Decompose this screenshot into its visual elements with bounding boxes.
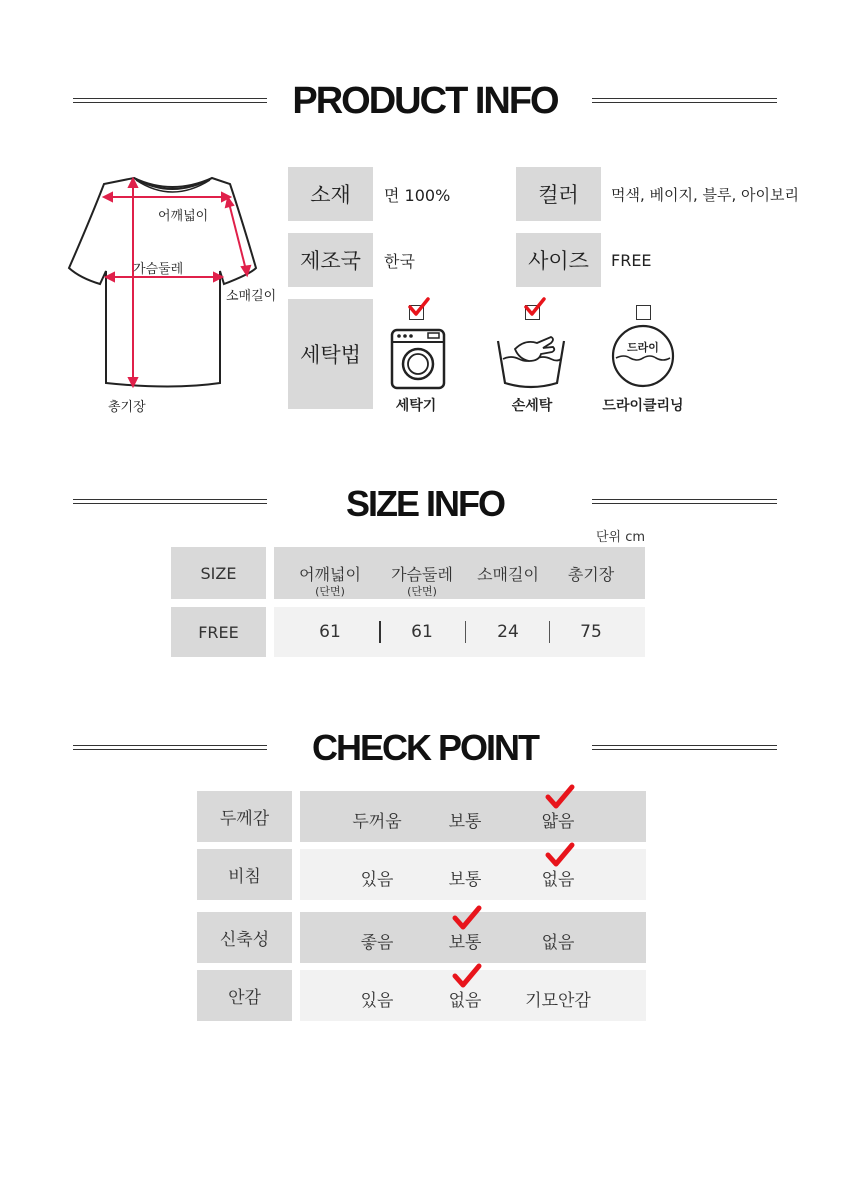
size-value-length: 75: [580, 622, 602, 642]
check-mark-icon: [544, 841, 576, 869]
hand-wash-icon: [495, 333, 567, 391]
dry-clean-icon: [610, 323, 676, 389]
label-color: 컬러: [516, 167, 601, 221]
wash-caption-machine: 세탁기: [395, 398, 437, 414]
checkbox-dry-clean[interactable]: [636, 305, 651, 320]
check-point-option[interactable]: 없음: [448, 991, 482, 1011]
check-mark-icon: [451, 904, 483, 932]
check-point-label: 신축성: [197, 912, 292, 963]
size-separator: [465, 621, 466, 643]
check-point-option[interactable]: 보통: [448, 870, 482, 890]
check-icon: [523, 296, 547, 318]
check-point-option[interactable]: 있음: [360, 870, 394, 890]
size-col-shoulder: [290, 562, 370, 597]
check-point-option[interactable]: 보통: [448, 933, 482, 953]
shirt-label-shoulder: 어깨넓이: [158, 209, 209, 224]
check-point-label: 두께감: [197, 791, 292, 842]
wash-caption-dry: 드라이클리닝: [602, 398, 684, 414]
size-col-name: 소매길이: [477, 565, 539, 584]
check-point-option[interactable]: 두꺼움: [352, 812, 402, 832]
value-material: 면 100%: [384, 185, 451, 205]
label-country: 제조국: [288, 233, 373, 287]
check-point-option[interactable]: 얇음: [541, 812, 575, 832]
value-size: FREE: [611, 250, 652, 270]
size-col-name: 총기장: [567, 565, 615, 584]
check-point-option[interactable]: 있음: [360, 991, 394, 1011]
size-value-chest: 61: [411, 622, 433, 642]
check-point-label: 안감: [197, 970, 292, 1021]
unit-label: 단위 cm: [596, 530, 646, 545]
size-col-length: [551, 562, 631, 585]
label-size: 사이즈: [516, 233, 601, 287]
size-separator: [379, 621, 381, 643]
label-material: 소재: [288, 167, 373, 221]
shirt-label-length: 총기장: [108, 400, 146, 415]
size-value-shoulder: 61: [319, 622, 341, 642]
label-wash: 세탁법: [288, 299, 373, 409]
size-info-title: SIZE INFO: [345, 483, 504, 524]
size-col-name: 가슴둘레: [391, 565, 453, 584]
size-header-label: SIZE: [171, 547, 266, 599]
washing-machine-icon: [390, 328, 446, 390]
size-col-sub: (단면): [315, 585, 345, 598]
check-point-title: CHECK POINT: [311, 727, 538, 768]
size-col-chest: [382, 562, 462, 597]
check-point-option[interactable]: 좋음: [360, 933, 394, 953]
shirt-label-chest: 가슴둘레: [133, 262, 184, 277]
check-point-option[interactable]: 보통: [448, 812, 482, 832]
size-separator: [549, 621, 550, 643]
dry-clean-icon-text: 드라이: [627, 341, 659, 354]
size-col-sub: (단면): [407, 585, 437, 598]
value-country: 한국: [384, 251, 415, 271]
check-mark-icon: [544, 783, 576, 811]
size-row-label: FREE: [171, 607, 266, 657]
size-col-name: 어깨넓이: [299, 565, 361, 584]
check-point-option[interactable]: 기모안감: [525, 991, 591, 1011]
size-value-sleeve: 24: [497, 622, 519, 642]
check-icon: [407, 296, 431, 318]
check-point-option[interactable]: 없음: [541, 870, 575, 890]
value-color: 먹색, 베이지, 블루, 아이보리: [611, 185, 799, 204]
product-info-title: PRODUCT INFO: [292, 80, 558, 122]
shirt-label-sleeve: 소매길이: [226, 289, 277, 304]
size-col-sleeve: [468, 562, 548, 585]
wash-caption-hand: 손세탁: [511, 398, 553, 414]
check-point-label: 비침: [197, 849, 292, 900]
check-point-option[interactable]: 없음: [541, 933, 575, 953]
check-mark-icon: [451, 962, 483, 990]
